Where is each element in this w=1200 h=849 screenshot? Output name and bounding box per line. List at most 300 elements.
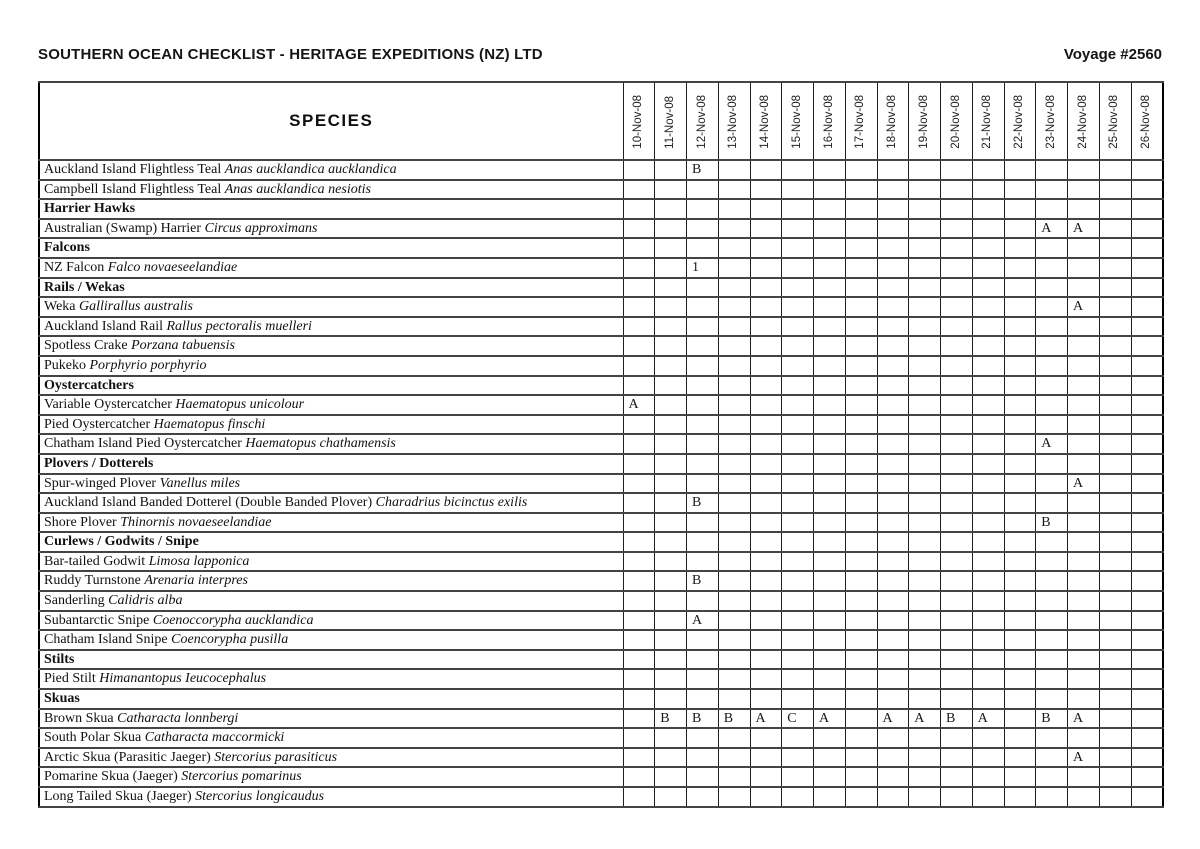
obs-cell [814,395,846,415]
obs-cell [1036,454,1068,474]
obs-cell [718,787,750,807]
species-row [39,571,1163,591]
obs-cell [718,532,750,552]
obs-cell [718,317,750,337]
species-cell [39,297,623,317]
obs-cell [1099,650,1131,670]
obs-cell [972,728,1004,748]
obs-cell: A [1068,219,1100,239]
obs-cell: C [782,709,814,729]
obs-cell [1004,767,1036,787]
obs-cell [1068,258,1100,278]
obs-cell [782,728,814,748]
obs-cell [623,238,655,258]
species-scientific-name: Arenaria interpres [144,573,248,589]
obs-cell [655,474,687,494]
obs-cell: A [750,709,782,729]
obs-cell [845,493,877,513]
obs-cell [1036,728,1068,748]
obs-cell [814,748,846,768]
obs-cell [687,278,719,298]
obs-cell [941,630,973,650]
obs-cell [814,728,846,748]
obs-cell: A [909,709,941,729]
obs-cell [814,474,846,494]
obs-cell [877,669,909,689]
obs-cell [750,454,782,474]
obs-cell [782,336,814,356]
obs-cell [1131,728,1163,748]
obs-cell: B [718,709,750,729]
obs-cell [782,415,814,435]
obs-cell [750,356,782,376]
obs-cell [845,317,877,337]
obs-cell [972,199,1004,219]
obs-cell [1068,278,1100,298]
species-scientific-name: Coencorypha pusilla [171,632,289,648]
category-label: Skuas [44,691,80,707]
obs-cell [845,395,877,415]
obs-cell [814,787,846,807]
obs-cell [623,611,655,631]
obs-cell [909,493,941,513]
obs-cell [877,493,909,513]
obs-cell [941,493,973,513]
species-cell [39,317,623,337]
species-cell [39,728,623,748]
obs-cell [909,395,941,415]
obs-cell [655,180,687,200]
obs-cell [814,219,846,239]
obs-cell [845,748,877,768]
obs-cell [941,415,973,435]
obs-cell [814,356,846,376]
species-cell [39,238,623,258]
obs-cell [750,493,782,513]
obs-cell [1004,709,1036,729]
obs-cell [877,513,909,533]
obs-cell: B [687,493,719,513]
obs-cell [941,180,973,200]
obs-cell [877,434,909,454]
obs-cell [877,415,909,435]
species-row [39,767,1163,787]
obs-cell [1068,728,1100,748]
obs-cell [655,728,687,748]
obs-cell [655,434,687,454]
obs-cell [1099,591,1131,611]
obs-cell [814,199,846,219]
obs-cell [782,317,814,337]
obs-cell [782,689,814,709]
species-row [39,493,1163,513]
obs-cell [1068,454,1100,474]
obs-cell [877,258,909,278]
obs-cell [750,258,782,278]
obs-cell [750,689,782,709]
obs-cell [750,571,782,591]
date-label: 13-Nov-08 [727,95,740,149]
obs-cell [718,180,750,200]
obs-cell [687,395,719,415]
obs-cell [655,748,687,768]
obs-cell [814,611,846,631]
obs-cell [782,493,814,513]
obs-cell [623,591,655,611]
obs-cell [750,669,782,689]
obs-cell [1099,258,1131,278]
species-row [39,709,1163,729]
obs-cell [941,532,973,552]
obs-cell [1036,650,1068,670]
obs-cell [877,317,909,337]
obs-cell [687,767,719,787]
species-scientific-name: Anas aucklandica nesiotis [224,181,371,197]
obs-cell [1036,748,1068,768]
obs-cell [909,689,941,709]
obs-cell [1068,336,1100,356]
obs-cell [750,297,782,317]
species-row [39,611,1163,631]
species-row [39,669,1163,689]
species-cell [39,709,623,729]
obs-cell [687,689,719,709]
obs-cell [909,728,941,748]
species-scientific-name: Haematopus chathamensis [245,436,396,452]
obs-cell [941,336,973,356]
obs-cell [623,650,655,670]
obs-cell [687,434,719,454]
obs-cell [655,650,687,670]
obs-cell [1036,591,1068,611]
obs-cell [1004,552,1036,572]
obs-cell [1131,454,1163,474]
obs-cell [1131,532,1163,552]
species-scientific-name: Catharacta lonnbergi [117,710,239,726]
obs-cell: A [1068,474,1100,494]
date-column-header [750,82,782,160]
obs-cell [1036,532,1068,552]
obs-cell [845,532,877,552]
obs-cell [814,650,846,670]
obs-cell [814,258,846,278]
obs-cell [718,219,750,239]
obs-cell [1004,611,1036,631]
obs-cell [877,199,909,219]
obs-cell [1004,297,1036,317]
obs-cell [845,767,877,787]
obs-cell [655,669,687,689]
obs-cell [750,180,782,200]
obs-cell [845,552,877,572]
obs-cell [972,689,1004,709]
obs-cell [877,630,909,650]
obs-cell [623,258,655,278]
obs-cell [814,552,846,572]
obs-cell [941,787,973,807]
species-common-name: NZ Falcon [44,259,105,275]
obs-cell [814,415,846,435]
species-cell [39,160,623,180]
obs-cell [1036,395,1068,415]
obs-cell [718,728,750,748]
obs-cell [1036,336,1068,356]
obs-cell [1131,336,1163,356]
species-scientific-name: Gallirallus australis [79,299,193,315]
date-label: 24-Nov-08 [1076,95,1089,149]
obs-cell [718,474,750,494]
species-row [39,356,1163,376]
obs-cell [1036,297,1068,317]
obs-cell [782,650,814,670]
obs-cell [655,395,687,415]
obs-cell [1036,689,1068,709]
obs-cell [1036,180,1068,200]
obs-cell [623,317,655,337]
date-label: 12-Nov-08 [695,95,708,149]
obs-cell [814,454,846,474]
category-label: Plovers / Dotterels [44,455,154,471]
species-common-name: Auckland Island Flightless Teal [44,162,222,177]
date-column-header [941,82,973,160]
obs-cell [941,474,973,494]
obs-cell [718,748,750,768]
obs-cell [782,552,814,572]
obs-cell [782,376,814,396]
obs-cell [1004,669,1036,689]
obs-cell [877,356,909,376]
obs-cell [623,748,655,768]
obs-cell [1004,238,1036,258]
obs-cell [941,317,973,337]
obs-cell [972,356,1004,376]
obs-cell [941,219,973,239]
obs-cell [814,571,846,591]
obs-cell [655,454,687,474]
obs-cell [623,278,655,298]
species-cell [39,513,623,533]
obs-cell [1131,199,1163,219]
species-scientific-name: Rallus pectoralis muelleri [166,318,312,334]
obs-cell [1004,728,1036,748]
obs-cell [655,493,687,513]
obs-cell [909,258,941,278]
obs-cell [845,160,877,180]
species-common-name: Shore Plover [44,514,117,530]
obs-cell [687,454,719,474]
obs-cell [687,513,719,533]
obs-cell [750,591,782,611]
species-common-name: Ruddy Turnstone [44,573,141,589]
obs-cell [845,571,877,591]
obs-cell [718,297,750,317]
obs-cell [1068,611,1100,631]
obs-cell [1131,180,1163,200]
obs-cell [877,376,909,396]
obs-cell [1036,474,1068,494]
obs-cell [909,160,941,180]
obs-cell [845,278,877,298]
obs-cell [1099,415,1131,435]
obs-cell [909,297,941,317]
obs-cell [941,434,973,454]
date-column-header [655,82,687,160]
date-label: 19-Nov-08 [917,95,930,149]
obs-cell [750,611,782,631]
obs-cell [972,650,1004,670]
obs-cell [718,356,750,376]
obs-cell [814,493,846,513]
obs-cell [655,238,687,258]
obs-cell [750,532,782,552]
obs-cell [941,513,973,533]
category-row [39,278,1163,298]
obs-cell [1131,709,1163,729]
obs-cell [1068,434,1100,454]
obs-cell [845,238,877,258]
obs-cell [623,376,655,396]
obs-cell [1099,669,1131,689]
obs-cell [845,728,877,748]
obs-cell [718,591,750,611]
obs-cell [1099,630,1131,650]
date-label: 22-Nov-08 [1013,95,1026,149]
obs-cell [1099,219,1131,239]
obs-cell [877,728,909,748]
obs-cell [1004,180,1036,200]
obs-cell [623,180,655,200]
obs-cell [845,630,877,650]
obs-cell [718,767,750,787]
obs-cell [718,454,750,474]
obs-cell [623,160,655,180]
obs-cell [814,278,846,298]
obs-cell [750,474,782,494]
obs-cell [718,611,750,631]
obs-cell [655,532,687,552]
species-common-name: Sanderling [44,593,105,609]
obs-cell [909,317,941,337]
obs-cell [1099,728,1131,748]
obs-cell [877,219,909,239]
obs-cell [655,571,687,591]
obs-cell [845,219,877,239]
obs-cell [1068,415,1100,435]
obs-cell [814,297,846,317]
obs-cell [782,297,814,317]
obs-cell [655,336,687,356]
category-row [39,532,1163,552]
obs-cell [845,689,877,709]
obs-cell [718,434,750,454]
obs-cell [1004,689,1036,709]
obs-cell [909,571,941,591]
obs-cell [1004,630,1036,650]
obs-cell [845,434,877,454]
obs-cell [972,454,1004,474]
obs-cell [750,415,782,435]
obs-cell [782,434,814,454]
obs-cell [941,571,973,591]
obs-cell [655,219,687,239]
species-scientific-name: Charadrius bicinctus exilis [375,495,528,511]
obs-cell [941,297,973,317]
obs-cell [655,415,687,435]
obs-cell [972,258,1004,278]
date-column-header [782,82,814,160]
obs-cell [1036,552,1068,572]
date-label: 14-Nov-08 [759,95,772,149]
obs-cell [941,199,973,219]
obs-cell [1004,376,1036,396]
obs-cell [1099,199,1131,219]
obs-cell [687,297,719,317]
date-column-header [814,82,846,160]
obs-cell: A [814,709,846,729]
obs-cell [718,258,750,278]
obs-cell [1131,630,1163,650]
obs-cell [1036,258,1068,278]
species-row [39,434,1163,454]
date-label: 11-Nov-08 [663,96,676,149]
obs-cell [1131,650,1163,670]
obs-cell [1131,767,1163,787]
checklist-table [38,81,1164,808]
obs-cell [845,611,877,631]
species-common-name: Auckland Island Banded Dotterel (Double Banded Plover) [44,495,373,511]
species-cell [39,434,623,454]
species-scientific-name: Stercorius parasiticus [214,749,338,765]
obs-cell [1131,434,1163,454]
obs-cell [687,238,719,258]
obs-cell [687,728,719,748]
obs-cell [623,454,655,474]
obs-cell [1131,278,1163,298]
date-column-header [1068,82,1100,160]
obs-cell [972,611,1004,631]
obs-cell: A [972,709,1004,729]
obs-cell [655,767,687,787]
obs-cell [1036,611,1068,631]
obs-cell [877,474,909,494]
obs-cell [718,513,750,533]
obs-cell [1131,356,1163,376]
obs-cell [750,434,782,454]
obs-cell [845,199,877,219]
obs-cell [972,336,1004,356]
obs-cell [972,493,1004,513]
obs-cell [750,630,782,650]
date-label: 23-Nov-08 [1044,95,1057,149]
obs-cell [623,513,655,533]
obs-cell: B [1036,513,1068,533]
obs-cell [972,278,1004,298]
obs-cell [845,650,877,670]
species-scientific-name: Haematopus finschi [153,416,266,432]
obs-cell [718,336,750,356]
obs-cell [1004,748,1036,768]
obs-cell [1099,238,1131,258]
species-row [39,180,1163,200]
obs-cell [941,611,973,631]
species-scientific-name: Circus approximans [204,220,318,236]
species-row [39,513,1163,533]
obs-cell [909,415,941,435]
obs-cell [1068,493,1100,513]
date-label: 16-Nov-08 [822,95,835,149]
date-label: 10-Nov-08 [632,95,645,149]
obs-cell [814,336,846,356]
